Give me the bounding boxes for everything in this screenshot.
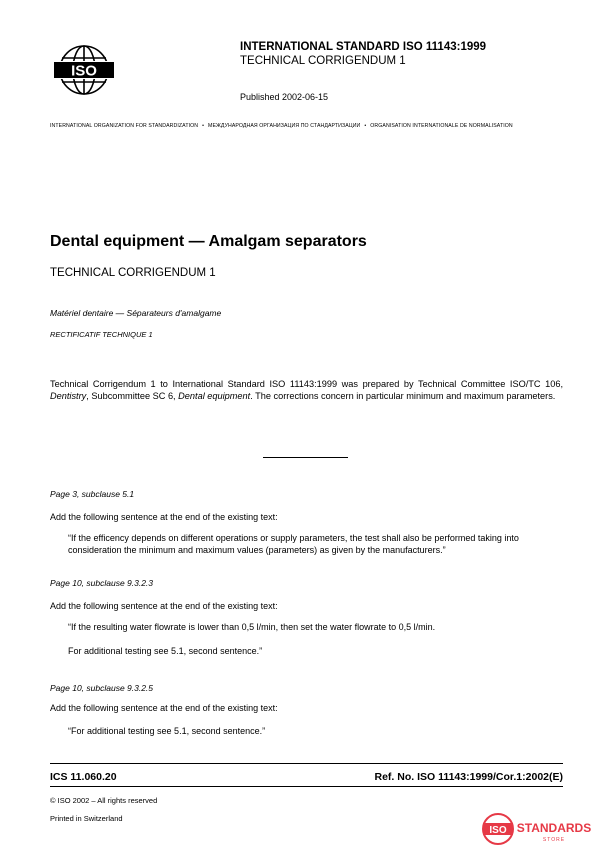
iso-logo	[50, 44, 118, 96]
corrigendum-subtitle: TECHNICAL CORRIGENDUM 1	[50, 267, 216, 279]
intro-paragraph	[50, 379, 563, 402]
iso-logo-text: ISO	[71, 62, 97, 80]
document-title: Dental equipment — Amalgam separators	[50, 233, 367, 250]
correction-quote: “If the resulting water flowrate is lower than 0,5 l/min, then set the water flowrate to 0,5 l/min.	[68, 622, 436, 632]
footer-rule	[50, 786, 563, 787]
org-name-en: INTERNATIONAL ORGANIZATION FOR STANDARDIZATION	[50, 123, 199, 129]
intro-text: Technical Corrigendum 1 to International Standard ISO 11143:1999 was prepared by Technical Committee ISO/TC 106,	[50, 379, 563, 389]
ics-code: ICS 11.060.20	[50, 771, 117, 783]
badge-iso-text: ISO	[489, 825, 507, 836]
section-divider	[263, 457, 348, 458]
french-title: Matériel dentaire — Séparateurs d'amalgame	[50, 308, 222, 318]
printed-location: Printed in Switzerland	[50, 814, 123, 823]
standard-title: INTERNATIONAL STANDARD ISO 11143:1999	[240, 41, 487, 53]
iso-standards-store-badge[interactable]	[481, 811, 594, 847]
correction-instruction: Add the following sentence at the end of the existing text:	[50, 601, 278, 611]
corrigendum-label: TECHNICAL CORRIGENDUM 1	[240, 55, 406, 67]
correction-quote: “If the efficency depends on different operations or supply parameters, the test shall also be performed taking into consideration the minimum and maximum values (parameters) as given by the manufacturers.”	[68, 533, 519, 555]
correction-reference: Page 3, subclause 5.1	[50, 489, 135, 499]
copyright-notice: © ISO 2002 – All rights reserved	[50, 796, 158, 805]
org-separator: •	[364, 123, 367, 129]
correction-instruction: Add the following sentence at the end of the existing text:	[50, 512, 278, 522]
reference-number: Ref. No. ISO 11143:1999/Cor.1:2002(E)	[374, 771, 563, 783]
correction-quote: For additional testing see 5.1, second sentence.”	[68, 646, 263, 656]
correction-reference: Page 10, subclause 9.3.2.3	[50, 578, 154, 588]
org-name-ru: МЕЖДУНАРОДНАЯ ОРГАНИЗАЦИЯ ПО СТАНДАРТИЗАЦИИ	[208, 123, 361, 129]
committee-name: Dentistry	[50, 390, 87, 401]
intro-text: , Subcommittee SC 6,	[86, 390, 179, 401]
correction-reference: Page 10, subclause 9.3.2.5	[50, 683, 154, 693]
badge-store-text: STORE	[542, 837, 566, 843]
badge-standards-text: STANDARDS	[516, 821, 592, 835]
french-corrigendum: RECTIFICATIF TECHNIQUE 1	[50, 330, 153, 339]
correction-instruction: Add the following sentence at the end of the existing text:	[50, 703, 278, 713]
footer-rule	[50, 763, 563, 764]
organization-line	[50, 123, 570, 129]
org-name-fr: ORGANISATION INTERNATIONALE DE NORMALISATION	[370, 123, 513, 129]
correction-quote: “For additional testing see 5.1, second sentence.”	[68, 726, 266, 736]
published-date: Published 2002-06-15	[240, 92, 329, 102]
intro-text: . The corrections concern in particular minimum and maximum parameters.	[250, 390, 556, 401]
subcommittee-name: Dental equipment	[178, 390, 251, 401]
org-separator: •	[202, 123, 205, 129]
